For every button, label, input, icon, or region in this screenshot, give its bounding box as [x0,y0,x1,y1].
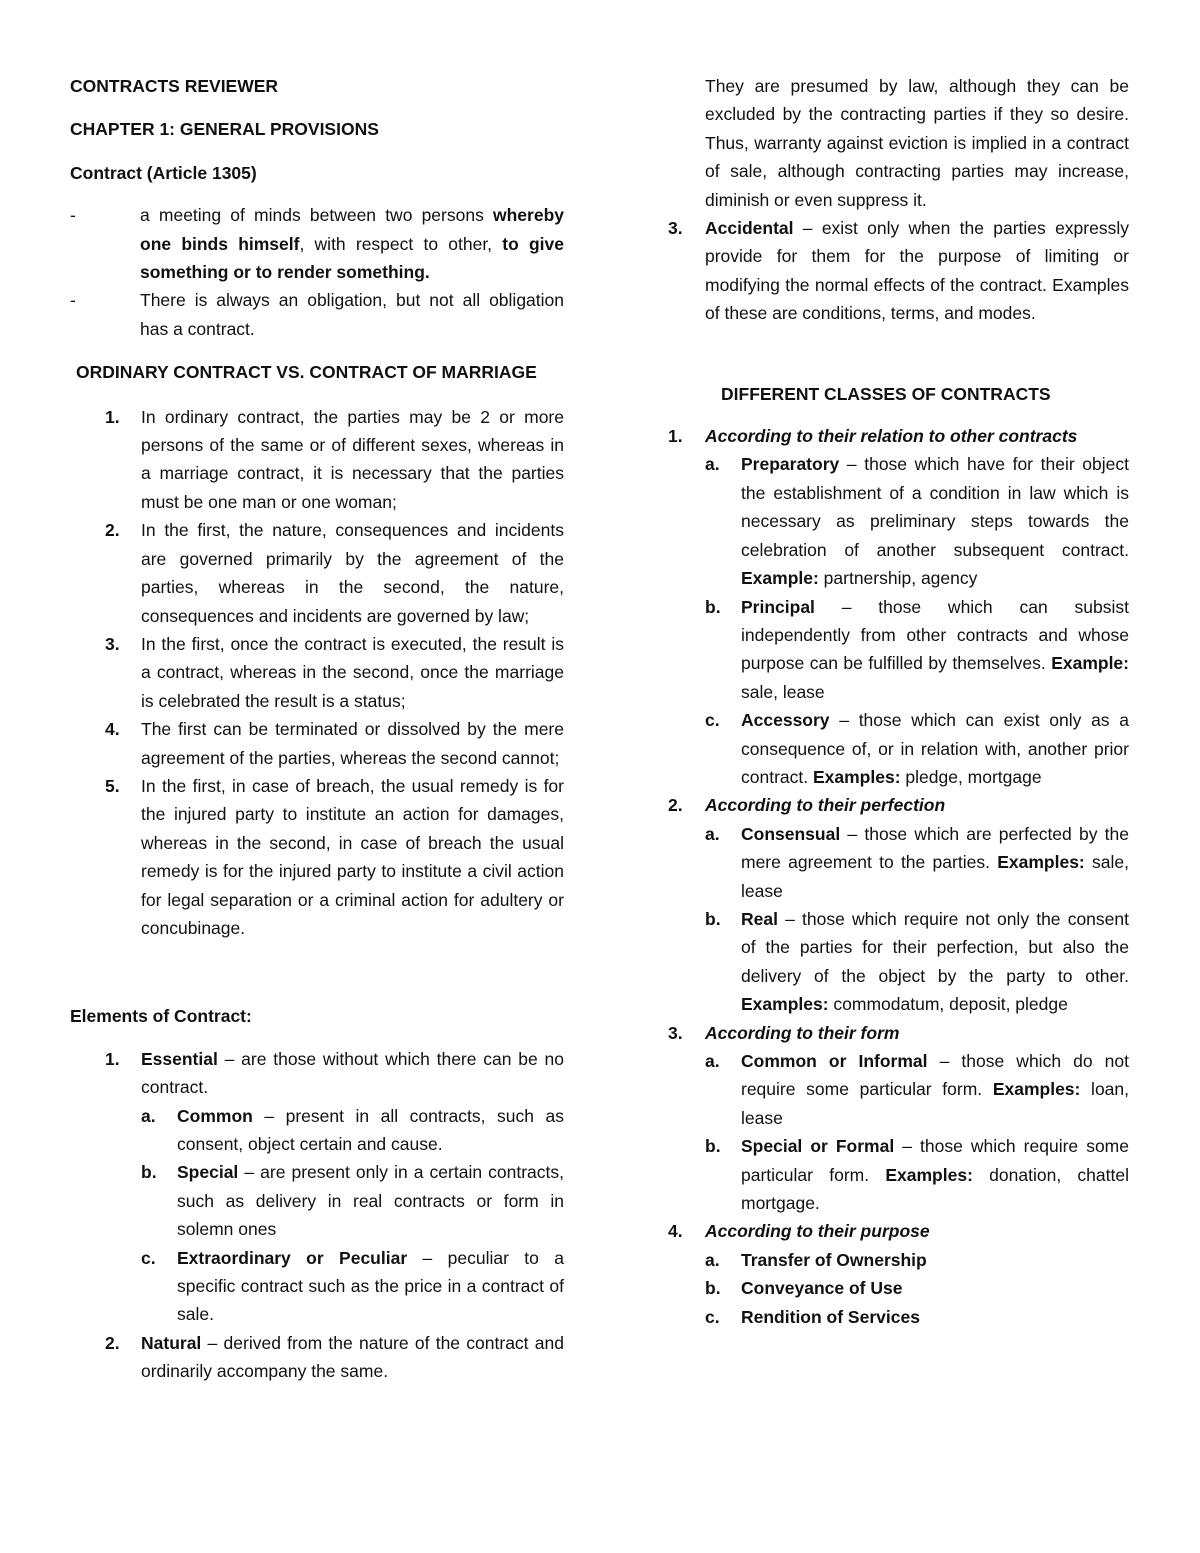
list-item: b. Special or Formal – those which require some particular form. Examples: donation, chattel mortgage. [705,1136,1129,1214]
essential-sublist [141,1102,564,1329]
list-item: 4. According to their purpose a. Transfer of Ownership b. Conveyance of Use c. Rendition of Services [668,1217,1129,1331]
list-item: a. Preparatory – those which have for their object the establishment of a condition in law which is necessary as preliminary steps towards the celebration of another subsequent contract. Example: partnership, agency [705,454,1129,589]
list-item: c. Rendition of Services [705,1306,920,1327]
list-item: b. Conveyance of Use [705,1278,903,1299]
list-item: - There is always an obligation, but not all obligation has a contract. [70,286,564,343]
list-item: 1. Essential – are those without which there can be no contract. a. Common – present in all contracts, such as consent, object certain and cause. b. Special – are present only in a certain contracts, such as delivery in real contracts or form in solemn ones c. Extraordinary or Peculiar – peculiar to a specific contract such as the price in a contract of sale. [70,1045,564,1329]
list-item: b. Principal – those which can subsist independently from other contracts and whose purpose can be fulfilled by themselves. Example: sale, lease [705,596,1129,702]
right-column [668,72,1129,1331]
relation-sublist [705,450,1129,791]
perfection-sublist [705,820,1129,1019]
list-item: c. Accessory – those which can exist only as a consequence of, or in relation with, another prior contract. Examples: pledge, mortgage [705,710,1129,787]
list-item: 2. According to their perfection a. Consensual – those which are perfected by the mere agreement to the parties. Examples: sale, lease b. Real – those which require not only the consent of the parties for their perfection, but also the delivery of the object by the party to other. Examples: commodatum, deposit, pledge [668,791,1129,1018]
left-column [70,72,564,1386]
elements-list-cont [668,214,1129,328]
list-item: a. Common – present in all contracts, such as consent, object certain and cause. [141,1105,564,1154]
list-item: a. Common or Informal – those which do not require some particular form. Examples: loan, lease [705,1051,1130,1128]
classes-list [668,422,1129,1331]
chapter-heading: CHAPTER 1: GENERAL PROVISIONS [70,119,379,140]
list-item: a. Transfer of Ownership [705,1249,927,1270]
form-sublist [705,1047,1129,1217]
list-item: 5. In the first, in case of breach, the usual remedy is for the injured party to institute an action for damages, whereas in the second, in case of breach the usual remedy is for the injured party to institute a civil action for legal separation or a criminal action for adultery or concubinage. [105,775,564,938]
natural-continuation: They are presumed by law, although they can be excluded by the contracting parties if they so desire. Thus, warranty against eviction is implied in a contract of sale, although contracting parties may increase, diminish or even suppress it. [705,76,1129,210]
elements-list [70,1045,564,1386]
list-item: 2. Natural – derived from the nature of the contract and ordinarily accompany the same. [105,1332,564,1382]
purpose-sublist [705,1246,1129,1331]
list-item: c. Extraordinary or Peculiar – peculiar to a specific contract such as the price in a contract of sale. [141,1247,564,1325]
marriage-list [70,403,564,943]
list-item: b. Special – are present only in a certain contracts, such as delivery in real contracts or form in solemn ones [141,1162,564,1240]
list-item: 2. In the first, the nature, consequences and incidents are governed primarily by the agreement of the parties, whereas in the second, the nature, consequences and incidents are governed by law; [105,520,564,626]
definition-list [70,201,564,343]
list-item: 3. According to their form a. Common or Informal – those which do not require some particular form. Examples: loan, lease b. Special or Formal – those which require some particular form. Examples: donation, chattel mortgage. [668,1019,1129,1218]
marriage-heading: ORDINARY CONTRACT VS. CONTRACT OF MARRIAGE [76,362,537,383]
document-title: CONTRACTS REVIEWER [70,76,279,96]
contract-heading: Contract (Article 1305) [70,162,257,183]
list-item: 4. The first can be terminated or dissolved by the mere agreement of the parties, whereas the second cannot; [105,719,564,768]
list-item: 1. In ordinary contract, the parties may be 2 or more persons of the same or of different sexes, whereas in a marriage contract, it is necessary that the parties must be one man or one woman; [105,406,564,512]
elements-heading: Elements of Contract: [70,1006,252,1027]
list-item: 3. Accidental – exist only when the parties expressly provide for them for the purpose of limiting or modifying the normal effects of the contract. Examples of these are conditions, terms, and modes. [668,218,1129,324]
classes-heading: DIFFERENT CLASSES OF CONTRACTS [721,383,1051,404]
list-item: 1. According to their relation to other contracts a. Preparatory – those which have for their object the establishment of a condition in law which is necessary as preliminary steps towards the celebration of another subsequent contract. Example: partnership, agency b. Principal – those which can subsist independently from other contracts and whose purpose can be fulfilled by themselves. Example: sale, lease c. Accessory – those which can exist only as a consequence of, or in relation with, another prior contract. Examples: pledge, mortgage [668,422,1129,791]
list-item: a. Consensual – those which are perfected by the mere agreement to the parties. Examples: sale, lease [705,823,1130,901]
list-item: b. Real – those which require not only the consent of the parties for their perfection, but also the delivery of the object by the party to other. Examples: commodatum, deposit, pledge [705,908,1129,1015]
list-item: 3. In the first, once the contract is executed, the result is a contract, whereas in the second, once the marriage is celebrated the result is a status; [105,633,564,711]
list-item: - a meeting of minds between two persons whereby one binds himself, with respect to other, to give something or to render something. [70,201,564,286]
